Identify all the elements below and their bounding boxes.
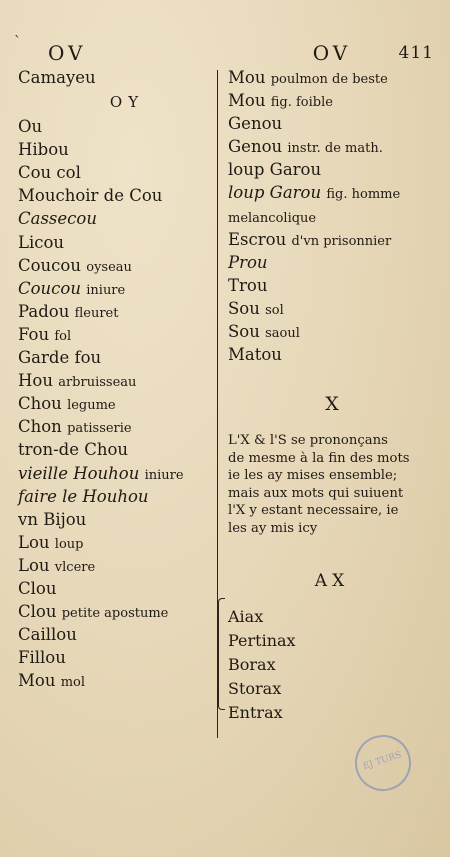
entry-gloss: fol (54, 328, 72, 344)
entry-word: tron-de Chou (18, 440, 129, 460)
dictionary-entry (18, 577, 218, 600)
dictionary-entry (18, 415, 218, 438)
paragraph-line: L'X & l'S se prononçans (228, 433, 388, 449)
paragraph-line: les ay mis icy (228, 520, 318, 536)
dictionary-entry (18, 669, 218, 692)
entry-word: loup Garou (228, 183, 322, 203)
right-header-text: OV (312, 41, 352, 65)
dictionary-entry (228, 274, 436, 297)
entry-word: Mou (228, 68, 266, 87)
entry-word: Prou (228, 252, 268, 272)
entry-gloss: petite apostume (61, 606, 169, 622)
entry-gloss: iniure (86, 282, 126, 298)
dictionary-entry (18, 184, 218, 207)
corner-mark: ` (14, 34, 21, 50)
entry-word: Fillou (18, 648, 66, 668)
dictionary-entry (18, 115, 218, 138)
entry-gloss: patisserie (67, 421, 132, 437)
right-column (228, 40, 436, 725)
page-number: 411 (398, 43, 434, 63)
entry-gloss: vlcere (54, 559, 96, 575)
left-header: OV (48, 41, 87, 65)
dictionary-entry (18, 369, 218, 392)
dictionary-entry (228, 297, 436, 320)
entry-word: Coucou (18, 278, 81, 298)
section-ax-heading: AX (314, 571, 350, 592)
dictionary-entry (18, 646, 218, 669)
entry-word: Mou (228, 91, 266, 111)
entry-word: Genou (228, 114, 283, 134)
dictionary-entry (228, 66, 436, 89)
dictionary-entry (18, 300, 218, 323)
dictionary-entry (228, 320, 436, 343)
entry-word: Sou (228, 322, 260, 342)
library-stamp: EJ TURS (348, 728, 419, 799)
entry-word: Sou (228, 298, 260, 318)
dictionary-entry (228, 205, 436, 228)
entry-word: Hibou (18, 140, 69, 160)
entry-word: vieille Houhou (18, 463, 140, 483)
entry-word: Hou (18, 371, 53, 391)
entry-word: Chon (18, 417, 62, 437)
ax-entry: Storax (228, 679, 282, 699)
ax-entry: Entrax (228, 703, 283, 723)
dictionary-entry (228, 135, 436, 158)
entry-word: vn Bijou (18, 509, 87, 529)
dictionary-entry (18, 346, 218, 369)
entry-word: Licou (18, 232, 65, 252)
paragraph-line: l'X y estant necessaire, ie (228, 503, 399, 519)
dictionary-entry (228, 228, 436, 251)
entry-gloss: legume (67, 398, 116, 414)
entry-gloss: fleuret (74, 305, 119, 321)
right-entry-list (228, 66, 436, 366)
ax-entry: Borax (228, 655, 276, 675)
entry-word: Caillou (18, 625, 77, 645)
entry-word: Escrou (228, 229, 287, 249)
entry-gloss: poulmon de beste (270, 72, 388, 87)
entry-word: Mouchoir de Cou (18, 186, 163, 206)
entry-gloss: instr. de math. (287, 141, 383, 157)
dictionary-entry (18, 231, 218, 254)
explanatory-paragraph (228, 432, 436, 537)
ax-entry: Aiax (228, 607, 264, 627)
entry-word: faire le Houhou (18, 486, 149, 506)
entry-word: Cou col (18, 163, 81, 183)
first-entry: Camayeu (18, 68, 96, 87)
entry-word: Chou (18, 394, 62, 414)
paragraph-line: de mesme à la fin des mots (228, 450, 410, 466)
dictionary-entry (228, 158, 436, 181)
entry-gloss: melancolique (228, 210, 317, 226)
paragraph-line: ie les ay mises ensemble; (228, 468, 398, 484)
dictionary-entry (18, 254, 218, 277)
dictionary-entry (228, 343, 436, 366)
section-x-heading: X (325, 393, 339, 416)
entry-gloss: iniure (144, 467, 184, 483)
entry-word: Ou (18, 117, 43, 137)
entry-word: loup Garou (228, 160, 322, 180)
left-entry-list (18, 115, 218, 692)
dictionary-entry (18, 277, 218, 300)
dictionary-entry (228, 251, 436, 274)
entry-word: Matou (228, 345, 282, 365)
dictionary-entry (18, 392, 218, 415)
entry-word: Garde fou (18, 348, 102, 368)
dictionary-entry (18, 600, 218, 623)
dictionary-entry (228, 181, 436, 204)
entry-word: Coucou (18, 255, 81, 275)
entry-gloss: saoul (265, 326, 300, 342)
ax-entry-list (228, 605, 436, 725)
entry-word: Lou (18, 532, 50, 552)
entry-gloss: d'vn prisonnier (291, 233, 392, 249)
entry-word: Lou (18, 555, 50, 575)
dictionary-entry (18, 462, 218, 485)
entry-gloss: mol (60, 675, 86, 691)
entry-gloss: oyseau (86, 259, 132, 275)
dictionary-entry (18, 508, 218, 531)
entry-word: Clou (18, 602, 57, 622)
left-subheader: OY (109, 93, 145, 112)
left-column (18, 40, 218, 692)
entry-word: Trou (228, 275, 268, 295)
dictionary-entry (18, 485, 218, 508)
entry-word: Cassecou (18, 209, 97, 229)
paragraph-line: mais aux mots qui suiuent (228, 485, 404, 501)
entry-word: Padou (18, 301, 70, 321)
dictionary-entry (18, 161, 218, 184)
ax-bracket (218, 598, 225, 710)
dictionary-entry (18, 323, 218, 346)
entry-gloss: fig. foible (270, 95, 333, 111)
dictionary-entry (228, 89, 436, 112)
ax-entry: Pertinax (228, 631, 296, 651)
entry-word: Clou (18, 578, 57, 598)
entry-gloss: arbruisseau (58, 375, 137, 391)
entry-gloss: sol (265, 302, 284, 318)
dictionary-entry (18, 623, 218, 646)
entry-word: Mou (18, 671, 56, 691)
entry-gloss: fig. homme (326, 187, 401, 203)
dictionary-entry (18, 531, 218, 554)
right-header (228, 40, 436, 66)
dictionary-entry (18, 554, 218, 577)
dictionary-entry (228, 112, 436, 135)
dictionary-entry (18, 138, 218, 161)
dictionary-entry (18, 207, 218, 230)
entry-word: Fou (18, 324, 50, 344)
dictionary-entry (18, 438, 218, 461)
entry-word: Genou (228, 137, 283, 157)
entry-gloss: loup (54, 536, 84, 552)
